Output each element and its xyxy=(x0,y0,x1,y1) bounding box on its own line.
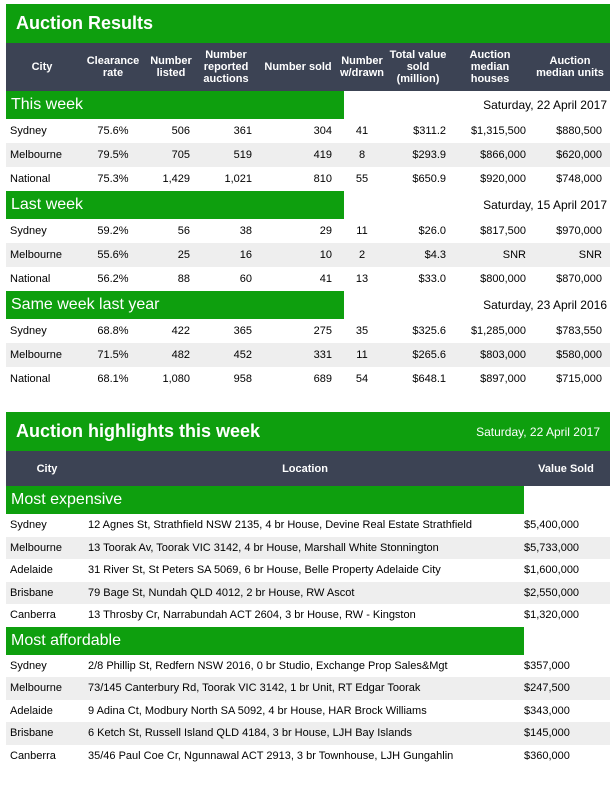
cell-value-sold: $360,000 xyxy=(524,749,570,762)
cell-value-sold: $247,500 xyxy=(524,682,570,695)
section-date: Saturday, 23 April 2016 xyxy=(483,298,607,312)
table-row xyxy=(6,367,610,391)
cell-total-value: $648.1 xyxy=(412,373,446,385)
cell-clearance-rate: 68.8% xyxy=(97,325,129,337)
cell-city: Sydney xyxy=(10,519,47,532)
cell-median-houses: SNR xyxy=(502,249,526,261)
cell-withdrawn: 35 xyxy=(355,325,369,337)
header-withdrawn: Number w/drawn xyxy=(339,55,384,79)
header-value-sold: Value Sold xyxy=(538,462,594,475)
cell-median-houses: $866,000 xyxy=(480,149,526,161)
table-row xyxy=(6,267,610,291)
header-number-listed: Number listed xyxy=(150,55,192,79)
header-city: City xyxy=(31,61,53,73)
section-header xyxy=(6,291,610,319)
highlights-date: Saturday, 22 April 2017 xyxy=(476,424,600,439)
table-row xyxy=(6,219,610,243)
cell-reported-auctions: 1,021 xyxy=(224,173,252,185)
cell-city: Sydney xyxy=(10,659,47,672)
cell-number-sold: 419 xyxy=(313,149,332,161)
cell-reported-auctions: 365 xyxy=(233,325,252,337)
table-row xyxy=(6,119,610,143)
cell-city: Canberra xyxy=(10,749,56,762)
section-header xyxy=(6,91,610,119)
cell-withdrawn: 41 xyxy=(355,125,369,137)
cell-median-houses: $920,000 xyxy=(480,173,526,185)
cell-total-value: $650.9 xyxy=(412,173,446,185)
cell-total-value: $33.0 xyxy=(418,273,446,285)
cell-total-value: $26.0 xyxy=(418,225,446,237)
section-label: This week xyxy=(6,91,344,119)
cell-reported-auctions: 60 xyxy=(239,273,252,285)
cell-number-listed: 1,080 xyxy=(162,373,190,385)
cell-withdrawn: 8 xyxy=(358,149,366,161)
highlights-title-bar xyxy=(6,412,610,451)
auction-results-table xyxy=(6,4,610,391)
cell-number-listed: 705 xyxy=(171,149,190,161)
section-header xyxy=(6,486,610,514)
cell-value-sold: $5,733,000 xyxy=(524,541,580,554)
cell-median-units: $620,000 xyxy=(556,149,602,161)
section-spacer xyxy=(524,486,610,514)
cell-total-value: $293.9 xyxy=(412,149,446,161)
cell-number-sold: 810 xyxy=(313,173,332,185)
auction-results-title-bar xyxy=(6,4,610,43)
cell-location: 13 Throsby Cr, Narrabundah ACT 2604, 3 br House, RW - Kingston xyxy=(88,609,416,622)
cell-location: 12 Agnes St, Strathfield NSW 2135, 4 br House, Devine Real Estate Strathfield xyxy=(88,519,472,532)
cell-number-sold: 689 xyxy=(313,373,332,385)
cell-value-sold: $343,000 xyxy=(524,704,570,717)
cell-clearance-rate: 75.6% xyxy=(97,125,129,137)
table-row xyxy=(6,319,610,343)
header-city: City xyxy=(36,462,58,475)
section-label: Same week last year xyxy=(6,291,344,319)
cell-reported-auctions: 452 xyxy=(233,349,252,361)
cell-number-listed: 25 xyxy=(177,249,190,261)
table-row xyxy=(6,582,610,605)
table-row xyxy=(6,677,610,700)
cell-city: Brisbane xyxy=(10,727,54,740)
cell-number-listed: 88 xyxy=(177,273,190,285)
table-row xyxy=(6,143,610,167)
cell-location: 31 River St, St Peters SA 5069, 6 br House, Belle Property Adelaide City xyxy=(88,564,441,577)
cell-city: Brisbane xyxy=(10,586,54,599)
table-row xyxy=(6,700,610,723)
cell-median-houses: $1,315,500 xyxy=(470,125,526,137)
cell-median-houses: $800,000 xyxy=(480,273,526,285)
cell-median-houses: $803,000 xyxy=(480,349,526,361)
cell-city: National xyxy=(10,373,51,385)
cell-median-houses: $897,000 xyxy=(480,373,526,385)
cell-median-houses: $817,500 xyxy=(480,225,526,237)
section-label: Last week xyxy=(6,191,344,219)
cell-median-units: $970,000 xyxy=(556,225,602,237)
cell-city: National xyxy=(10,173,51,185)
cell-withdrawn: 11 xyxy=(356,225,368,237)
cell-city: Melbourne xyxy=(10,249,62,261)
cell-total-value: $265.6 xyxy=(412,349,446,361)
cell-clearance-rate: 79.5% xyxy=(97,149,129,161)
cell-median-houses: $1,285,000 xyxy=(470,325,526,337)
cell-city: Sydney xyxy=(10,125,47,137)
table-row xyxy=(6,655,610,678)
cell-median-units: $580,000 xyxy=(556,349,602,361)
cell-city: Melbourne xyxy=(10,149,62,161)
table-row xyxy=(6,537,610,560)
cell-median-units: SNR xyxy=(578,249,602,261)
cell-reported-auctions: 38 xyxy=(239,225,252,237)
header-total-value: Total value sold (million) xyxy=(389,49,447,85)
cell-withdrawn: 2 xyxy=(358,249,366,261)
cell-median-units: $880,500 xyxy=(556,125,602,137)
cell-city: National xyxy=(10,273,51,285)
section-spacer xyxy=(524,627,610,655)
cell-city: Melbourne xyxy=(10,541,62,554)
results-header-row xyxy=(6,43,610,91)
header-clearance-rate: Clearance rate xyxy=(86,55,140,79)
section-date: Saturday, 15 April 2017 xyxy=(483,198,607,212)
table-row xyxy=(6,722,610,745)
cell-number-sold: 304 xyxy=(313,125,332,137)
cell-city: Sydney xyxy=(10,225,47,237)
cell-city: Melbourne xyxy=(10,349,62,361)
cell-number-listed: 506 xyxy=(171,125,190,137)
cell-reported-auctions: 16 xyxy=(239,249,252,261)
cell-clearance-rate: 75.3% xyxy=(97,173,129,185)
section-label: Most expensive xyxy=(6,486,524,514)
section-header xyxy=(6,627,610,655)
results-body xyxy=(6,91,610,391)
table-row xyxy=(6,243,610,267)
cell-reported-auctions: 519 xyxy=(233,149,252,161)
cell-median-units: $748,000 xyxy=(556,173,602,185)
cell-city: Adelaide xyxy=(10,704,53,717)
cell-clearance-rate: 56.2% xyxy=(97,273,129,285)
cell-location: 2/8 Phillip St, Redfern NSW 2016, 0 br Studio, Exchange Prop Sales&Mgt xyxy=(88,659,448,672)
cell-clearance-rate: 71.5% xyxy=(97,349,129,361)
cell-city: Melbourne xyxy=(10,682,62,695)
cell-location: 13 Toorak Av, Toorak VIC 3142, 4 br House, Marshall White Stonnington xyxy=(88,541,439,554)
section-label: Most affordable xyxy=(6,627,524,655)
cell-value-sold: $1,320,000 xyxy=(524,609,580,622)
cell-location: 6 Ketch St, Russell Island QLD 4184, 3 br House, LJH Bay Islands xyxy=(88,727,413,740)
cell-value-sold: $2,550,000 xyxy=(524,586,580,599)
cell-clearance-rate: 59.2% xyxy=(97,225,129,237)
cell-total-value: $325.6 xyxy=(412,325,446,337)
cell-median-units: $870,000 xyxy=(556,273,602,285)
cell-median-units: $783,550 xyxy=(556,325,602,337)
cell-reported-auctions: 361 xyxy=(233,125,252,137)
table-row xyxy=(6,167,610,191)
table-row xyxy=(6,745,610,768)
cell-location: 73/145 Canterbury Rd, Toorak VIC 3142, 1 br Unit, RT Edgar Toorak xyxy=(88,682,421,695)
cell-total-value: $4.3 xyxy=(424,249,446,261)
header-location: Location xyxy=(282,462,328,475)
cell-number-sold: 331 xyxy=(313,349,332,361)
section-header xyxy=(6,191,610,219)
cell-value-sold: $357,000 xyxy=(524,659,570,672)
cell-city: Canberra xyxy=(10,609,56,622)
cell-median-units: $715,000 xyxy=(556,373,602,385)
cell-withdrawn: 11 xyxy=(356,349,368,361)
section-date: Saturday, 22 April 2017 xyxy=(483,98,607,112)
cell-number-sold: 41 xyxy=(319,273,332,285)
cell-clearance-rate: 55.6% xyxy=(97,249,129,261)
cell-city: Sydney xyxy=(10,325,47,337)
cell-location: 9 Adina Ct, Modbury North SA 5092, 4 br House, HAR Brock Williams xyxy=(88,704,427,717)
highlights-title: Auction highlights this week xyxy=(16,421,261,441)
cell-withdrawn: 13 xyxy=(355,273,369,285)
header-median-units: Auction median units xyxy=(536,55,604,79)
cell-value-sold: $145,000 xyxy=(524,727,570,740)
cell-city: Adelaide xyxy=(10,564,53,577)
auction-results-title: Auction Results xyxy=(16,13,154,33)
cell-number-listed: 422 xyxy=(171,325,190,337)
header-reported-auctions: Number reported auctions xyxy=(203,49,249,85)
cell-number-sold: 29 xyxy=(319,225,332,237)
cell-location: 79 Bage St, Nundah QLD 4012, 2 br House, RW Ascot xyxy=(88,586,355,599)
table-row xyxy=(6,559,610,582)
cell-number-listed: 56 xyxy=(177,225,190,237)
cell-location: 35/46 Paul Coe Cr, Ngunnawal ACT 2913, 3 br Townhouse, LJH Gungahlin xyxy=(88,749,454,762)
cell-number-sold: 10 xyxy=(319,249,332,261)
auction-highlights-table xyxy=(6,412,610,767)
cell-reported-auctions: 958 xyxy=(233,373,252,385)
table-row xyxy=(6,604,610,627)
cell-withdrawn: 55 xyxy=(355,173,369,185)
cell-value-sold: $5,400,000 xyxy=(524,519,580,532)
header-median-houses: Auction median houses xyxy=(469,49,511,85)
cell-number-listed: 1,429 xyxy=(162,173,190,185)
cell-number-listed: 482 xyxy=(171,349,190,361)
highlights-body xyxy=(6,486,610,767)
cell-number-sold: 275 xyxy=(313,325,332,337)
table-row xyxy=(6,343,610,367)
highlights-header-row xyxy=(6,451,610,486)
cell-clearance-rate: 68.1% xyxy=(97,373,129,385)
header-number-sold: Number sold xyxy=(264,61,332,73)
cell-total-value: $311.2 xyxy=(413,125,446,137)
cell-value-sold: $1,600,000 xyxy=(524,564,580,577)
cell-withdrawn: 54 xyxy=(355,373,369,385)
table-row xyxy=(6,514,610,537)
